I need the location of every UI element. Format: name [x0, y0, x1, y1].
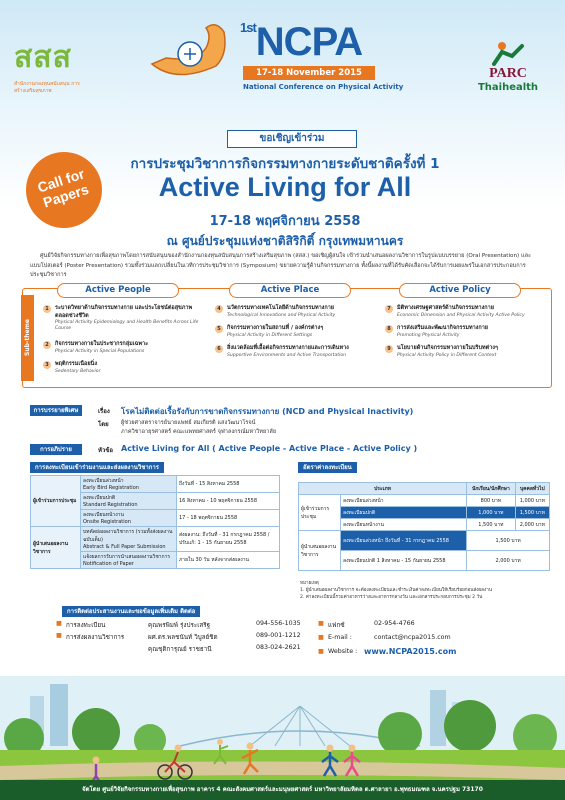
contact-fax: ■ แฟกซ์ 02-954-4766: [318, 620, 415, 629]
table-row: [31, 476, 280, 493]
fees-header: นักเรียน/นักศึกษา: [467, 483, 516, 495]
parc-logo: [466, 40, 550, 93]
schedule-stage: [81, 510, 177, 527]
schedule-table: [30, 475, 280, 569]
contact-email: ■ E-mail : contact@ncpa2015.com: [318, 634, 451, 641]
contact-row: ■ การส่งผลงานวิชาการ ผศ.ดร.พลชนันท์ วิบูลย์ชิต 089-001-1212: [56, 632, 301, 641]
item-number: 6: [215, 345, 223, 353]
schedule-date: 16 สิงหาคม - 10 พฤศจิกายน 2558: [177, 493, 280, 510]
note-item: 1. ผู้นำเสนอผลงานวิชาการ จะต้องลงทะเบียนและชำระเงินค่าลงทะเบียนให้เรียบร้อยก่อนส่งผลงาน: [300, 588, 492, 593]
keynote-section: [30, 405, 540, 435]
item-thai: พฤติกรรมเนือยนิ่ง: [55, 361, 98, 367]
footer-organizer: จัดโดย ศูนย์วิจัยกิจกรรมทางกายเพื่อสุขภาพ อาคาร 4 คณะสังคมศาสตร์และมนุษยศาสตร์ มหาวิทยาลัยมหิดล ต.ศาลายา อ.พุทธมณฑล จ.นครปฐม 73170: [0, 780, 565, 800]
theme-item: [215, 305, 375, 319]
schedule-date: ถึงวันที่ - 15 สิงหาคม 2558: [177, 476, 280, 493]
naga-boat-icon: [146, 14, 236, 84]
ncpa-dates: 17-18 November 2015: [243, 66, 375, 80]
invite-banner: ขอเชิญเข้าร่วม: [227, 130, 357, 148]
theme-item: [385, 345, 545, 359]
headline: Active Living for All: [158, 172, 412, 202]
fees-student: 1,000 บาท: [467, 507, 516, 519]
schedule-stage: [81, 552, 177, 569]
theme-title: Active People: [57, 283, 179, 298]
ncpa-logo: [240, 20, 362, 65]
item-thai: การส่งเสริมและพัฒนากิจกรรมทางกาย: [397, 325, 488, 331]
stage-thai: บทคัดย่อผลงานวิชาการ (รวมทั้งส่งผลงานฉบับเต็ม): [83, 529, 173, 543]
keynote-topic: โรคไม่ติดต่อเรื้อรังกับการขาดกิจกรรมทางกาย (NCD and Physical Inactivity): [121, 407, 414, 416]
theme-active-policy: [379, 285, 549, 387]
contact-role: การส่งผลงานวิชาการ: [66, 634, 125, 641]
symposium-topic: Active Living for All ( Active People - Active Place - Active Policy ): [121, 444, 418, 453]
contact-phone: 083-024-2621: [256, 644, 301, 651]
contact-web: ■ Website : www.NCPA2015.com: [318, 647, 457, 656]
theme-item: [43, 305, 203, 332]
symposium-label: การอภิปราย: [30, 444, 82, 455]
fees-type: ลงทะเบียนล่วงหน้า ถึงวันที่ - 31 กรกฎาคม 2558: [341, 531, 467, 551]
contact-name: คุณพรพิมพ์ รุ่งประเสริฐ: [148, 622, 211, 629]
fees-general: 2,000 บาท: [467, 551, 550, 571]
symposium-section: [30, 444, 540, 458]
fees-type: ลงทะเบียนล่วงหน้า: [341, 495, 467, 507]
item-number: 7: [385, 305, 393, 313]
item-thai: สิ่งแวดล้อมที่เอื้อต่อกิจกรรมทางกายและการเดินทาง: [227, 345, 349, 351]
schedule-group: ผู้เข้าร่วมการประชุม: [31, 476, 81, 527]
note-item: 2. ค่าลงทะเบียนนี้รวมค่าอาหารว่างและอาหารกลางวัน และเอกสารประกอบการประชุม 2 วัน: [300, 595, 483, 600]
sub-theme-tab: Sub-theme: [21, 295, 34, 381]
event-date: 17-18 พฤศจิกายน 2558: [209, 214, 361, 229]
stage-thai: แจ้งผลการรับการนำเสนอผลงานวิชาการ: [83, 554, 171, 560]
fees-table: [298, 482, 550, 571]
keynote-label: การบรรยายพิเศษ: [30, 405, 82, 416]
parc-name: PARC: [489, 66, 527, 81]
fees-general: 2,000 บาท: [515, 519, 549, 531]
stage-english: Standard Registration: [83, 502, 138, 508]
item-thai: กิจกรรมทางกายในสถานที่ / องค์กรต่างๆ: [227, 325, 324, 331]
item-thai: ระบาดวิทยาด้านกิจกรรมทางกาย และประโยชน์ต่อสุขภาพตลอดช่วงชีวิต: [55, 305, 193, 319]
stage-english: Onsite Registration: [83, 519, 131, 525]
header: [0, 0, 565, 112]
schedule-date: ส่งผลงาน: ถึงวันที่ - 31 กรกฎาคม 2558 / ปรับแก้: 1 - 15 กันยายน 2558: [177, 527, 280, 552]
schedule-date: 17 - 18 พฤศจิกายน 2558: [177, 510, 280, 527]
schedule-date: ภายใน 30 วัน หลังจากส่งผลงาน: [177, 552, 280, 569]
contact-name: ผศ.ดร.พลชนันท์ วิบูลย์ชิต: [148, 634, 218, 641]
item-english: Economic Dimension and Physical Activity Active Policy: [397, 312, 525, 318]
contact-role: การลงทะเบียน: [66, 622, 106, 629]
sub-theme-panel: [22, 285, 552, 388]
theme-item: [43, 341, 203, 355]
item-number: 1: [43, 305, 51, 313]
item-english: Supportive Environments and Active Transportation: [227, 352, 347, 358]
notes-label: หมายเหตุ: [300, 581, 319, 586]
keynote-speaker: ผู้ช่วยศาสตราจารย์นายแพทย์ สมเกียรติ แสงวัฒนาโรจน์: [121, 420, 256, 426]
item-number: 3: [43, 361, 51, 369]
fees-type: ลงทะเบียนหน้างาน: [341, 519, 467, 531]
symposium-key: หัวข้อ: [98, 447, 114, 454]
website-link[interactable]: www.NCPA2015.com: [364, 647, 457, 656]
item-thai: กิจกรรมทางกายในประชากรกลุ่มเฉพาะ: [55, 341, 149, 347]
table-row: [299, 483, 550, 495]
fees-general: 1,500 บาท: [515, 507, 549, 519]
contacts-label: การติดต่อประสานงานและขอข้อมูลเพิ่มเติม ติดต่อ: [62, 606, 200, 617]
item-number: 9: [385, 345, 393, 353]
fees-header: ประเภท: [299, 483, 467, 495]
theme-item: [43, 361, 203, 375]
item-english: Sedentary Behavior: [55, 368, 101, 374]
stage-english: Notification of Paper: [83, 561, 134, 567]
stage-english: Abstract & Full Paper Submission: [83, 544, 166, 550]
event-venue: ณ ศูนย์ประชุมแห่งชาติสิริกิติ์ กรุงเทพมหานคร: [166, 234, 404, 248]
parc-runner-icon: [488, 40, 528, 66]
parc-subtitle: Thaihealth: [477, 82, 539, 93]
sss-logo-mark: สสส: [14, 40, 72, 75]
item-number: 8: [385, 325, 393, 333]
fax-number: 02-954-4766: [374, 620, 415, 627]
fees-general: 1,000 บาท: [515, 495, 549, 507]
fees-type: ลงทะเบียนปกติ 1 สิงหาคม - 15 กันยายน 2558: [341, 551, 467, 571]
keynote-affiliation: ภาควิชาอายุรศาสตร์ คณะแพทยศาสตร์ จุฬาลงกรณ์มหาวิทยาลัย: [121, 429, 277, 435]
item-thai: นวัตกรรมทางเทคโนโลยีด้านกิจกรรมทางกาย: [227, 305, 335, 311]
contact-row: ■ การลงทะเบียน คุณพรพิมพ์ รุ่งประเสริฐ 094-556-1035: [56, 620, 301, 629]
item-english: Physical Activity Epidemiology and Health Benefits Across Life Course: [55, 320, 199, 331]
theme-active-people: [37, 285, 207, 387]
conference-title: การประชุมวิชาการกิจกรรมทางกายระดับชาติครั้งที่ 1: [130, 156, 440, 172]
fees-group: ผู้เข้าร่วมการประชุม: [299, 495, 341, 531]
intro-paragraph: ศูนย์วิจัยกิจกรรมทางกายเพื่อสุขภาพโดยการสนับสนุนของสำนักงานกองทุนสนับสนุนการสร้างเสริมสุขภาพ (สสส.) ขอเชิญผู้สนใจ เข้าร่วมนำเสนอผลงานวิชาการในรูปแบบบรรยาย (Oral Presentation) และแบบโปสเตอร์ (Poster Presentation) รวมทั้งร่วมแลกเปลี่ยนในเวทีการประชุมวิชาการ (Symposium) ขยายความรู้ด้านกิจกรรมทางกาย ทั้งนี้ผลงานที่ได้รับคัดเลือกจะได้รับการเผยแพร่ในเอกสารประกอบการประชุมวิชาการ: [30, 253, 532, 278]
fees-type: ลงทะเบียนปกติ: [341, 507, 467, 519]
stage-thai: ลงทะเบียนหน้างาน: [83, 512, 124, 518]
table-row: [299, 495, 550, 507]
fees-label: อัตราค่าลงทะเบียน: [298, 462, 357, 473]
ncpa-subtitle: National Conference on Physical Activity: [243, 83, 404, 91]
item-number: 5: [215, 325, 223, 333]
item-number: 4: [215, 305, 223, 313]
theme-item: [385, 305, 545, 319]
theme-active-place: [209, 285, 379, 387]
ncpa-name: NCPA: [255, 20, 363, 64]
fax-label: แฟกซ์: [328, 622, 345, 629]
fees-notes: [300, 580, 552, 601]
schedule-label: การลงทะเบียนเข้าร่วมงานและส่งผลงานวิชาการ: [30, 462, 164, 473]
ncpa-ordinal: 1st: [240, 20, 256, 35]
theme-item: [385, 325, 545, 339]
schedule-stage: [81, 493, 177, 510]
theme-title: Active Policy: [399, 283, 521, 298]
fees-general: 1,500 บาท: [467, 531, 550, 551]
contact-row: [56, 644, 316, 655]
table-row: [299, 531, 550, 551]
item-english: Physical Activity Policy in Different Context: [397, 352, 497, 358]
item-thai: มิติทางเศรษฐศาสตร์ด้านกิจกรรมทางกาย: [397, 305, 494, 311]
fees-student: 800 บาท: [467, 495, 516, 507]
item-english: Physical Activity in Different Settings: [227, 332, 313, 338]
email-link[interactable]: contact@ncpa2015.com: [374, 634, 451, 641]
stage-thai: ลงทะเบียนล่วงหน้า: [83, 478, 124, 484]
fees-group: ผู้นำเสนอผลงานวิชาการ: [299, 531, 341, 571]
item-english: Physical Activity in Special Populations: [55, 348, 145, 354]
web-label: Website :: [328, 648, 358, 655]
item-number: 2: [43, 341, 51, 349]
stage-thai: ลงทะเบียนปกติ: [83, 495, 116, 501]
item-english: Technological Innovations and Physical Activity: [227, 312, 336, 318]
schedule-group: ผู้นำเสนอผลงานวิชาการ: [31, 527, 81, 569]
call-for-papers-badge: Call for Papers: [16, 142, 112, 238]
contact-phone: 089-001-1212: [256, 632, 301, 639]
sss-logo-subtitle: สำนักงานกองทุนสนับสนุน การสร้างเสริมสุขภาพ: [14, 81, 80, 94]
contact-name: คุณชุติการุณย์ ราชธานี: [148, 646, 212, 653]
theme-item: [215, 325, 375, 339]
email-label: E-mail :: [328, 634, 352, 641]
schedule-stage: [81, 527, 177, 552]
schedule-stage: [81, 476, 177, 493]
fees-header: บุคคลทั่วไป: [515, 483, 549, 495]
theme-item: [215, 345, 375, 359]
theme-title: Active Place: [229, 283, 351, 298]
fees-student: 1,500 บาท: [467, 519, 516, 531]
item-english: Promoting Physical Activity: [397, 332, 460, 338]
stage-english: Early Bird Registration: [83, 485, 139, 491]
table-row: [31, 527, 280, 552]
keynote-by-key: โดย: [98, 421, 109, 428]
keynote-topic-key: เรื่อง: [98, 408, 110, 415]
sss-logo: [14, 34, 84, 95]
item-thai: นโยบายด้านกิจกรรมทางกายในบริบทต่างๆ: [397, 345, 498, 351]
contact-phone: 094-556-1035: [256, 620, 301, 627]
